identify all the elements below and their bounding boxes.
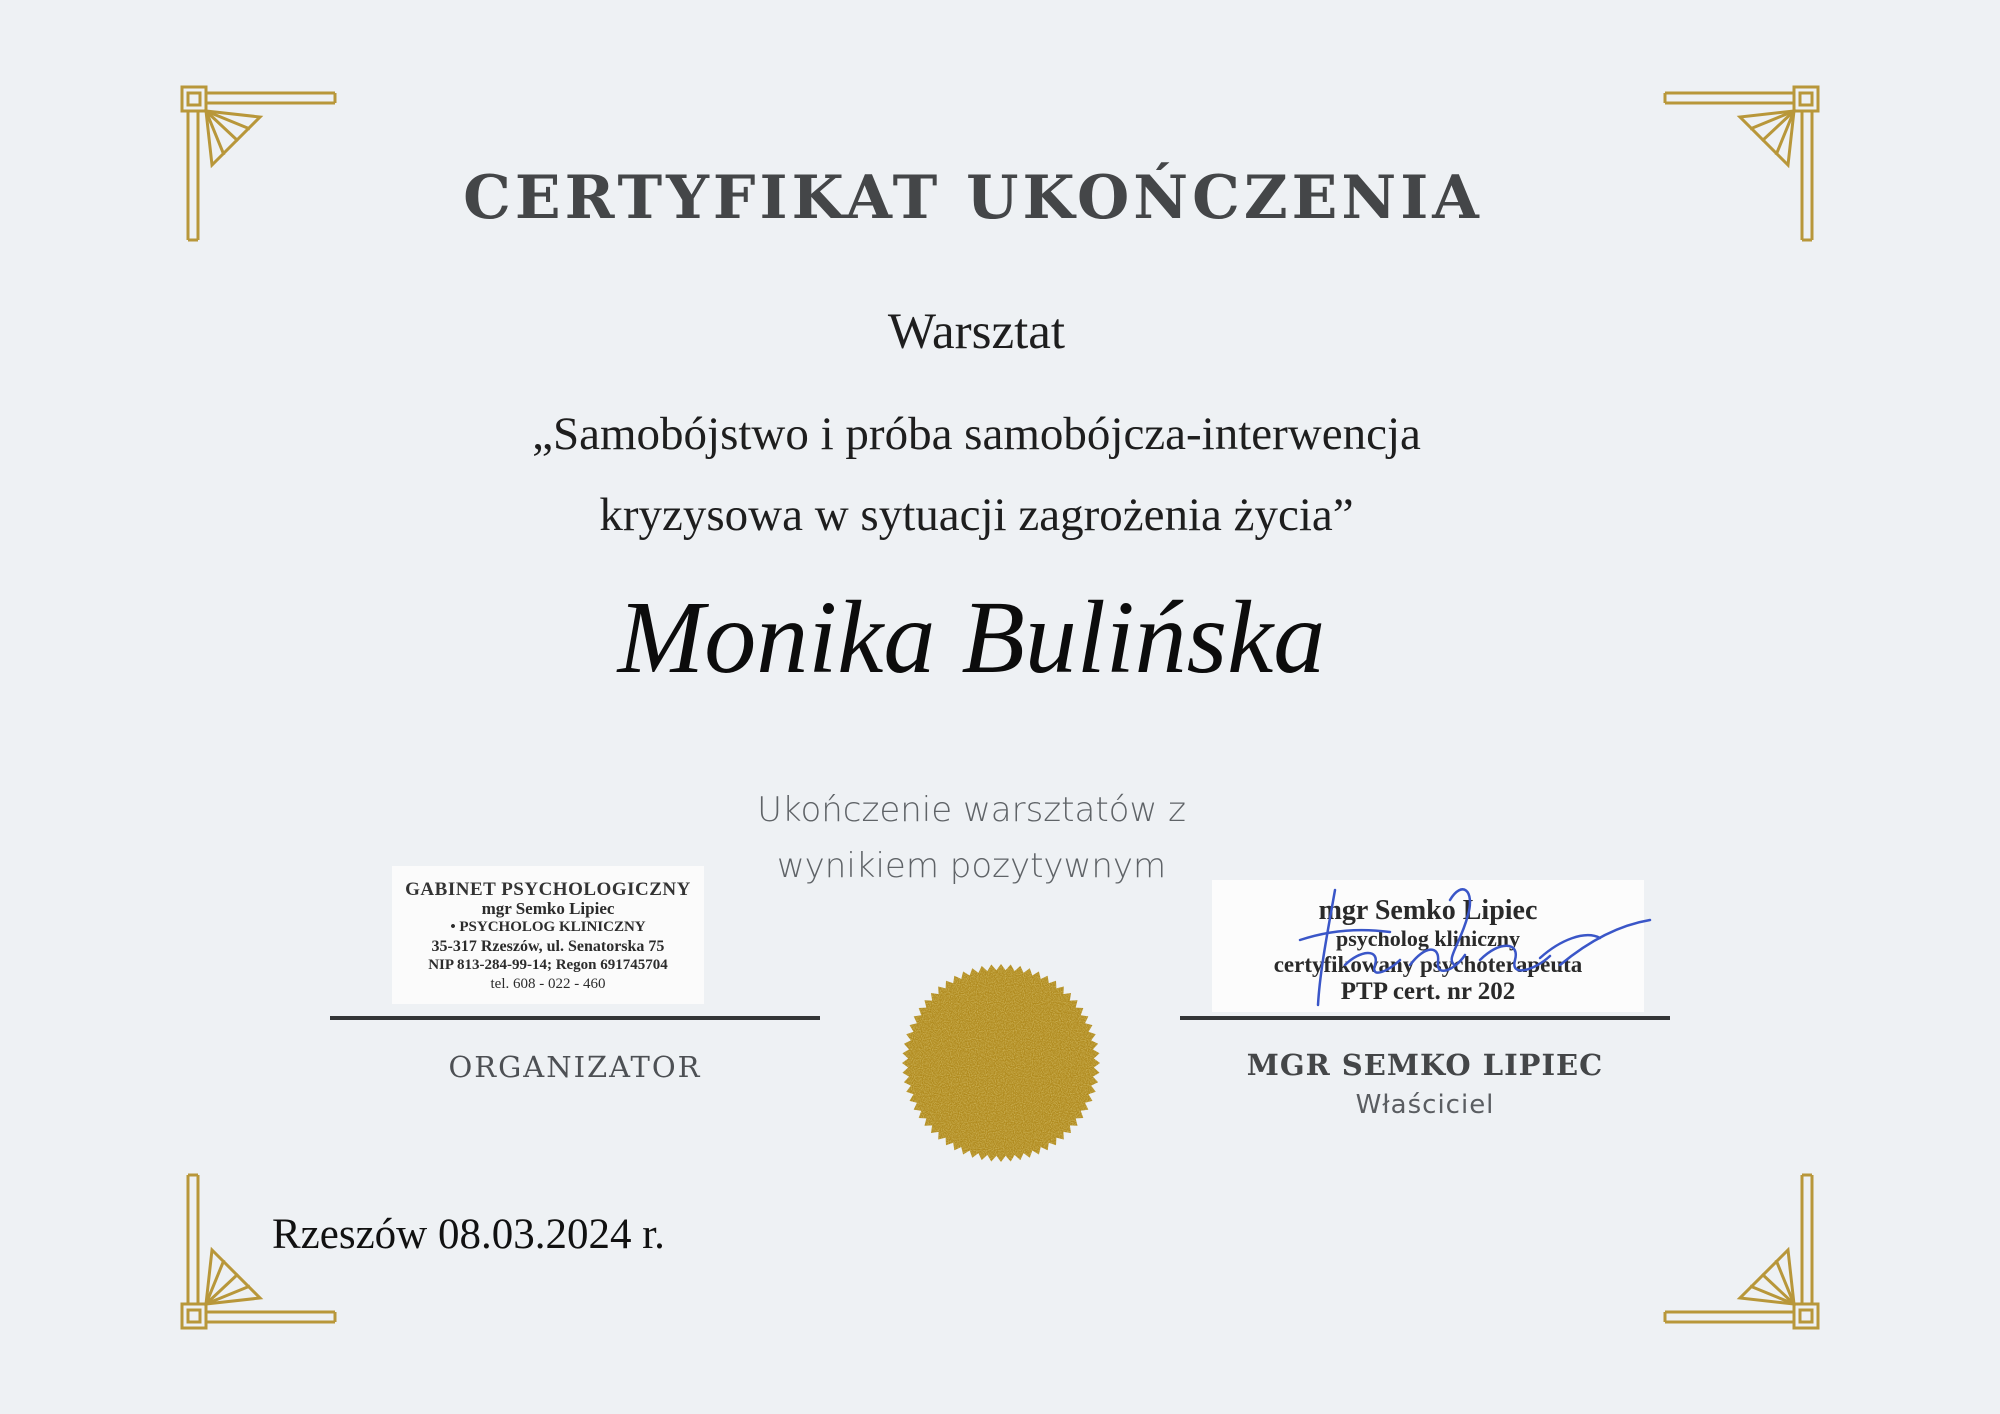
stamp-line: certyfikowany psychoterapeuta [1273, 952, 1583, 977]
certificate-title: CERTYFIKAT UKOŃCZENIA [463, 163, 1483, 233]
stamp-line: • PSYCHOLOG KLINICZNY [450, 919, 646, 935]
stamp-line: PTP cert. nr 202 [1340, 978, 1516, 1005]
organizer-signature-line [330, 1016, 820, 1020]
stamp-line: GABINET PSYCHOLOGICZNY [405, 879, 691, 900]
corner-ornament-bottom-right [1660, 1170, 1820, 1330]
stamp-line: tel. 608 - 022 - 460 [490, 976, 606, 992]
result-line-2: wynikiem pozytywnym [776, 846, 1167, 886]
organizer-stamp [392, 866, 704, 1004]
owner-role: Właściciel [1355, 1090, 1495, 1120]
organizer-label: ORGANIZATOR [448, 1050, 702, 1084]
stamp-line: mgr Semko Lipiec [481, 899, 615, 918]
gold-seal [900, 962, 1102, 1164]
owner-name: MGR SEMKO LIPIEC [1246, 1048, 1604, 1082]
place-date: Rzeszów 08.03.2024 r. [272, 1211, 665, 1258]
workshop-title-line-1: „Samobójstwo i próba samobójcza-interwencja [532, 408, 1421, 460]
stamp-line: 35-317 Rzeszów, ul. Senatorska 75 [431, 938, 665, 955]
recipient-name: Monika Bulińska [617, 580, 1326, 695]
owner-signature-line [1180, 1016, 1670, 1020]
workshop-label: Warsztat [887, 304, 1066, 360]
stamp-line: psycholog kliniczny [1336, 926, 1520, 951]
handwritten-signature [1240, 870, 1660, 1020]
workshop-title-line-2: kryzysowa w sytuacji zagrożenia życia” [599, 489, 1354, 541]
stamp-line: NIP 813-284-99-14; Regon 691745704 [428, 957, 668, 973]
stamp-line: mgr Semko Lipiec [1318, 895, 1538, 926]
result-line-1: Ukończenie warsztatów z [757, 790, 1186, 830]
